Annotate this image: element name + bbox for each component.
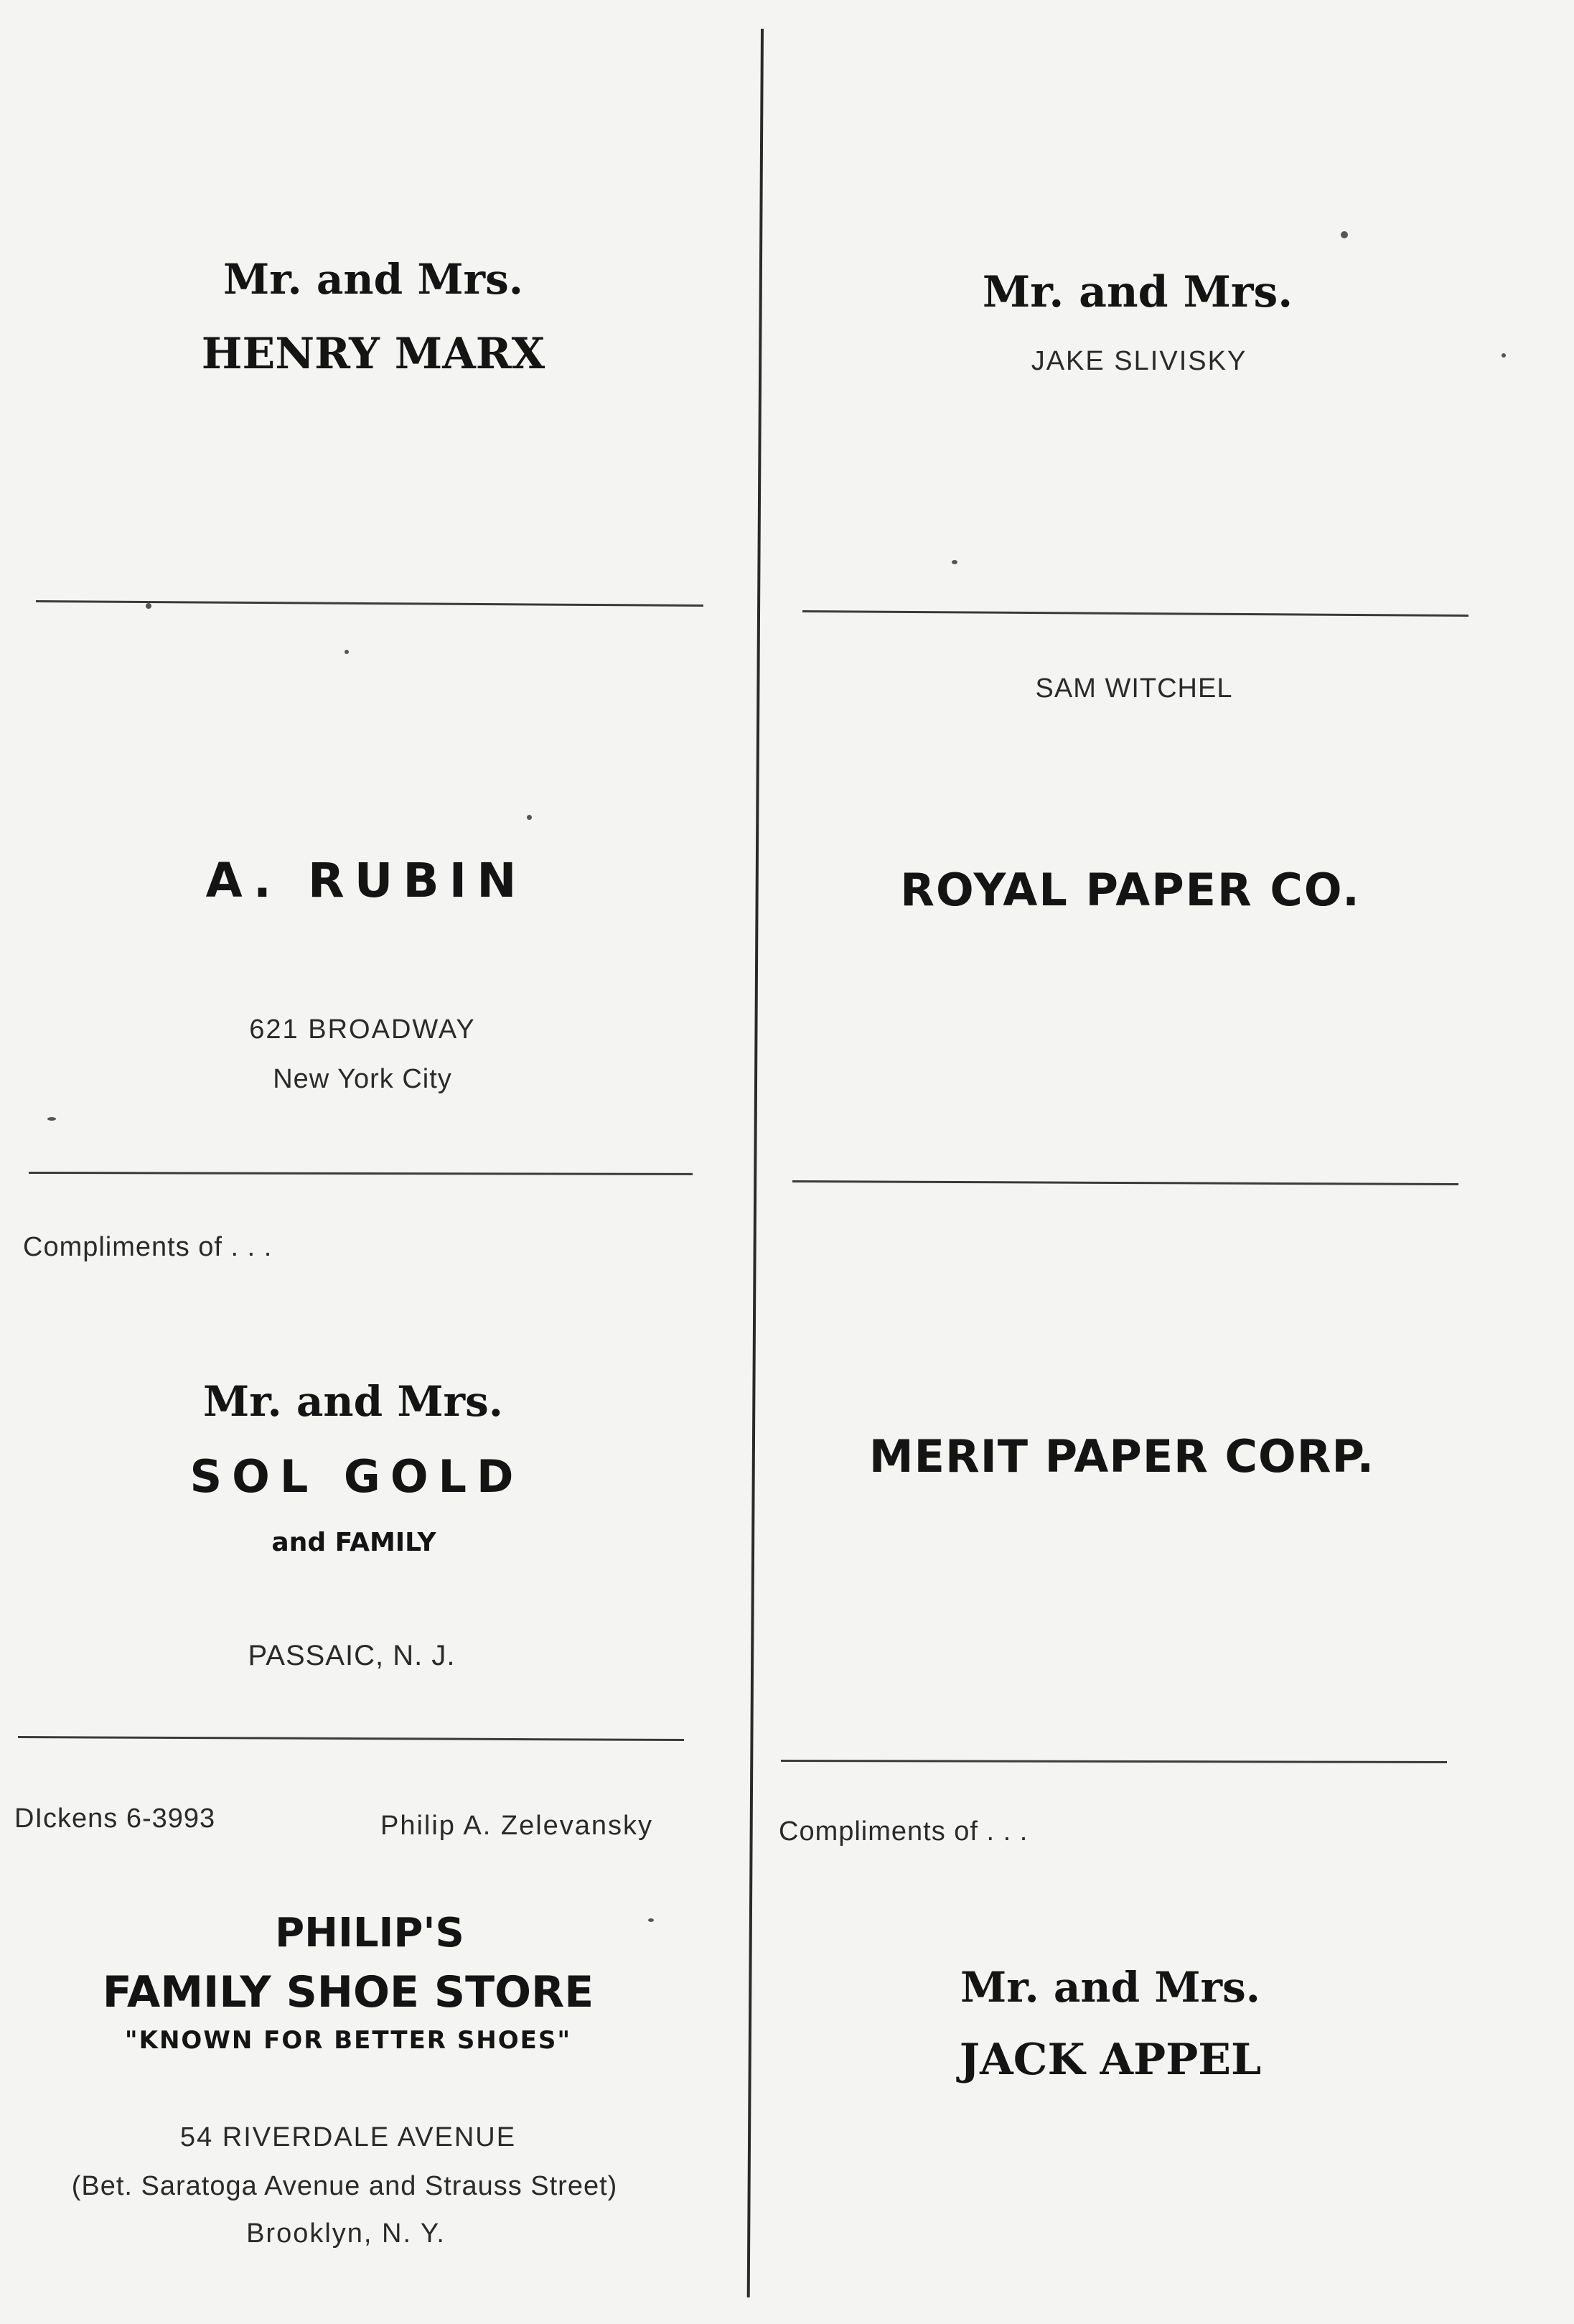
- ad-salutation: Mr. and Mrs.: [960, 1963, 1260, 2012]
- ad-name: HENRY MARX: [201, 329, 545, 379]
- ad-name: JACK APPEL: [959, 2035, 1262, 2085]
- divider-right-2: [792, 1180, 1458, 1185]
- ad-contact: SAM WITCHEL: [1035, 673, 1233, 704]
- ad-name: MERIT PAPER CORP.: [868, 1430, 1375, 1483]
- ad-name: SOL GOLD: [189, 1450, 524, 1503]
- ad-family: and FAMILY: [271, 1528, 436, 1557]
- ad-address-between: (Bet. Saratoga Avenue and Strauss Street): [71, 2171, 618, 2201]
- ad-phone: DIckens 6-3993: [14, 1803, 216, 1834]
- ad-city: New York City: [273, 1064, 452, 1094]
- paper-speck: [146, 603, 151, 609]
- divider-left-1: [36, 600, 703, 607]
- ad-title: PHILIP'S: [275, 1910, 464, 1956]
- ad-salutation: Mr. and Mrs.: [203, 1377, 503, 1426]
- ad-title: FAMILY SHOE STORE: [102, 1967, 594, 2017]
- ad-slogan: "KNOWN FOR BETTER SHOES": [124, 2026, 572, 2055]
- paper-speck: [527, 815, 532, 820]
- compliments-label: Compliments of . . .: [23, 1232, 273, 1262]
- divider-right-3: [781, 1760, 1447, 1763]
- compliments-label: Compliments of . . .: [779, 1816, 1029, 1847]
- ad-address: 621 BROADWAY: [249, 1014, 476, 1045]
- paper-speck: [1502, 353, 1506, 358]
- ad-address: 54 RIVERDALE AVENUE: [179, 2122, 517, 2152]
- ad-owner: Philip A. Zelevansky: [380, 1811, 654, 1841]
- paper-speck: [47, 1117, 56, 1121]
- paper-speck: [952, 560, 957, 564]
- paper-speck: [648, 1918, 654, 1922]
- divider-right-1: [802, 610, 1468, 617]
- ad-salutation: Mr. and Mrs.: [982, 267, 1293, 317]
- center-divider: [747, 29, 764, 2297]
- paper-speck: [1341, 231, 1348, 238]
- ad-name: ROYAL PAPER CO.: [900, 864, 1361, 916]
- ad-city: Brooklyn, N. Y.: [246, 2218, 446, 2249]
- divider-left-3: [18, 1736, 684, 1741]
- paper-speck: [345, 650, 349, 654]
- ad-name: JAKE SLIVISKY: [1031, 346, 1247, 376]
- divider-left-2: [29, 1172, 693, 1175]
- ad-name: A. RUBIN: [205, 853, 527, 908]
- ad-city: PASSAIC, N. J.: [248, 1640, 456, 1671]
- ad-salutation: Mr. and Mrs.: [223, 255, 523, 304]
